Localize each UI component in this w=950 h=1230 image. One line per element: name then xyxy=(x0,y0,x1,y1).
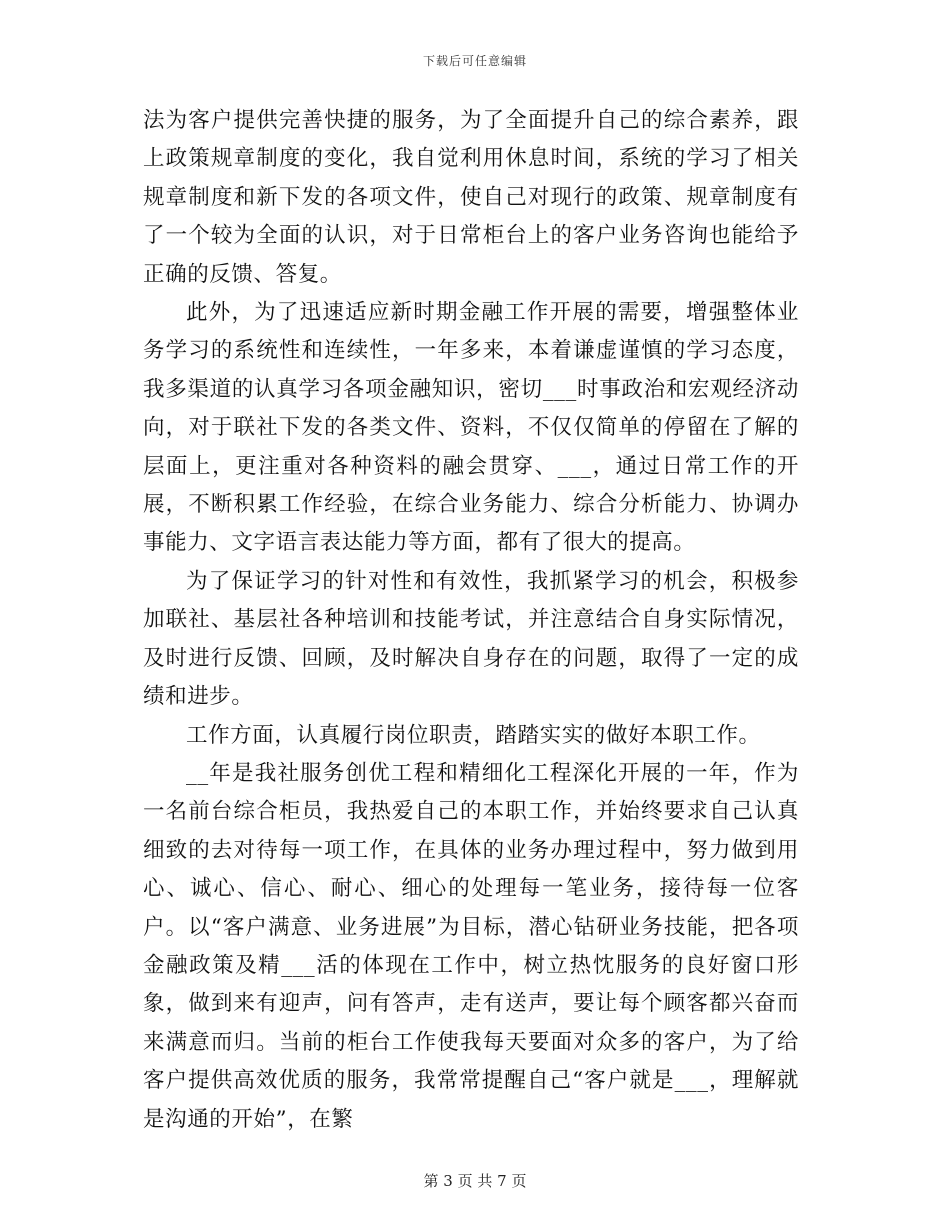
paragraph-3: 为了保证学习的针对性和有效性，我抓紧学习的机会，积极参加联社、基层社各种培训和技能考试，并注意结合自身实际情况，及时进行反馈、回顾，及时解决自身存在的问题，取得了一定的成绩和进步。 xyxy=(143,568,799,710)
page-header: 下载后可任意编辑 xyxy=(422,54,527,68)
paragraph-4: 工作方面，认真履行岗位职责，踏踏实实的做好本职工作。 xyxy=(186,722,761,748)
page-number-footer: 第 3 页 共 7 页 xyxy=(423,1172,527,1190)
paragraph-5: __年是我社服务创优工程和精细化工程深化开展的一年，作为一名前台综合柜员，我热爱自己的本职工作，并始终要求自己认真细致的去对待每一项工作，在具体的业务办理过程中，努力做到用心、诚心、信心、耐心、细心的处理每一笔业务，接待每一位客户。以“客户满意、业务进展”为目标，潜心钻研业务技能，把各项金融政策及精___活的体现在工作中，树立热忱服务的良好窗口形象，做到来有迎声，问有答声，走有送声，要让每个顾客都兴奋而来满意而归。当前的柜台工作使我每天要面对众多的客户，为了给客户提供高效优质的服务，我常常提醒自己“客户就是___，理解就是沟通的开始”，在繁 xyxy=(143,760,799,1132)
paragraph-2: 此外，为了迅速适应新时期金融工作开展的需要，增强整体业务学习的系统性和连续性，一年多来，本着谦虚谨慎的学习态度，我多渠道的认真学习各项金融知识，密切___时事政治和宏观经济动向，对于联社下发的各类文件、资料，不仅仅简单的停留在了解的层面上，更注重对各种资料的融会贯穿、___，通过日常工作的开展，不断积累工作经验，在综合业务能力、综合分析能力、协调办事能力、文字语言表达能力等方面，都有了很大的提高。 xyxy=(143,300,799,556)
paragraph-1: 法为客户提供完善快捷的服务，为了全面提升自己的综合素养，跟上政策规章制度的变化，我自觉利用休息时间，系统的学习了相关规章制度和新下发的各项文件，使自己对现行的政策、规章制度有了一个较为全面的认识，对于日常柜台上的客户业务咨询也能给予正确的反馈、答复。 xyxy=(143,108,799,287)
document-body xyxy=(143,102,799,1139)
